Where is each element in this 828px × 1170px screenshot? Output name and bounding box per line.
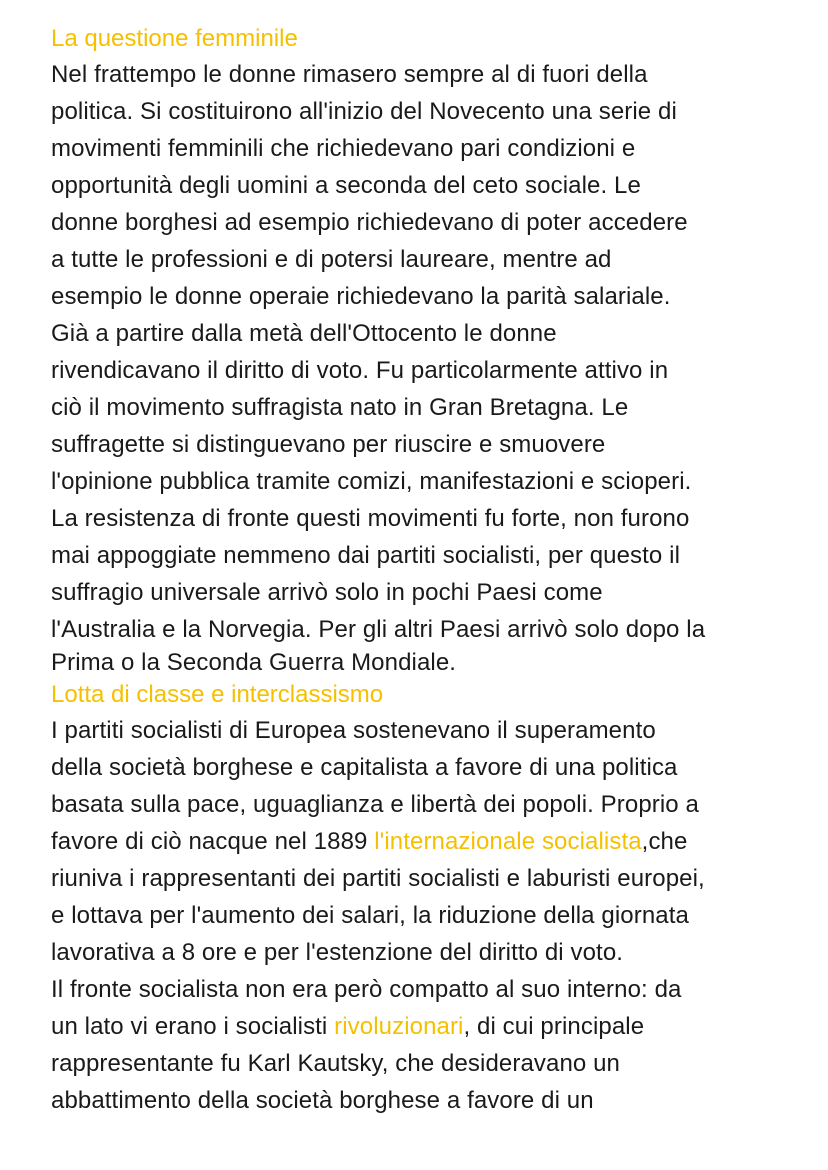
text-line: rivendicavano il diritto di voto. Fu particolarmente attivo in xyxy=(51,357,669,384)
text-line: opportunità degli uomini a seconda del ceto sociale. Le xyxy=(51,172,641,199)
paragraph-lotta-di-classe xyxy=(51,712,821,1119)
text-line: esempio le donne operaie richiedevano la parità salariale. xyxy=(51,283,671,310)
text-line: Già a partire dalla metà dell'Ottocento le donne xyxy=(51,320,557,347)
highlight-internazionale-socialista: l'internazionale socialista xyxy=(374,828,642,855)
document-page xyxy=(51,22,821,1119)
text-segment: ,che xyxy=(641,828,688,855)
text-line: riuniva i rappresentanti dei partiti socialisti e laburisti europei, xyxy=(51,865,705,892)
text-line: ciò il movimento suffragista nato in Gran Bretagna. Le xyxy=(51,394,629,421)
text-line: abbattimento della società borghese a favore di un xyxy=(51,1087,594,1114)
text-line: I partiti socialisti di Europea sostenevano il superamento xyxy=(51,717,656,744)
highlight-rivoluzionari: rivoluzionari xyxy=(334,1013,464,1040)
text-line: basata sulla pace, uguaglianza e libertà dei popoli. Proprio a xyxy=(51,791,699,818)
text-line: Il fronte socialista non era però compatto al suo interno: da xyxy=(51,976,682,1003)
text-line: l'Australia e la Norvegia. Per gli altri Paesi arrivò solo dopo la xyxy=(51,616,706,643)
text-line: suffragette si distinguevano per riuscire e smuovere xyxy=(51,431,606,458)
text-line: lavorativa a 8 ore e per l'estenzione del diritto di voto. xyxy=(51,939,624,966)
text-line: movimenti femminili che richiedevano pari condizioni e xyxy=(51,135,636,162)
text-line: politica. Si costituirono all'inizio del Novecento una serie di xyxy=(51,98,677,125)
text-line: Prima o la Seconda Guerra Mondiale. xyxy=(51,649,457,676)
text-line: La resistenza di fronte questi movimenti fu forte, non furono xyxy=(51,505,690,532)
heading-questione-femminile: La questione femminile xyxy=(51,25,298,52)
text-line-with-highlight xyxy=(51,823,821,860)
text-segment: , di cui principale xyxy=(463,1013,645,1040)
text-line: Nel frattempo le donne rimasero sempre al di fuori della xyxy=(51,61,648,88)
text-line: suffragio universale arrivò solo in pochi Paesi come xyxy=(51,579,603,606)
text-line: mai appoggiate nemmeno dai partiti socialisti, per questo il xyxy=(51,542,681,569)
text-line: a tutte le professioni e di potersi laureare, mentre ad xyxy=(51,246,612,273)
text-line: rappresentante fu Karl Kautsky, che desideravano un xyxy=(51,1050,621,1077)
text-line-with-highlight xyxy=(51,1008,821,1045)
text-line: l'opinione pubblica tramite comizi, manifestazioni e scioperi. xyxy=(51,468,692,495)
text-segment: favore di ciò nacque nel 1889 xyxy=(51,828,375,855)
text-line: donne borghesi ad esempio richiedevano di poter accedere xyxy=(51,209,688,236)
paragraph-questione-femminile xyxy=(51,56,821,678)
text-line: della società borghese e capitalista a favore di una politica xyxy=(51,754,678,781)
heading-lotta-di-classe: Lotta di classe e interclassismo xyxy=(51,681,384,708)
text-segment: un lato vi erano i socialisti xyxy=(51,1013,335,1040)
text-line: e lottava per l'aumento dei salari, la riduzione della giornata xyxy=(51,902,689,929)
